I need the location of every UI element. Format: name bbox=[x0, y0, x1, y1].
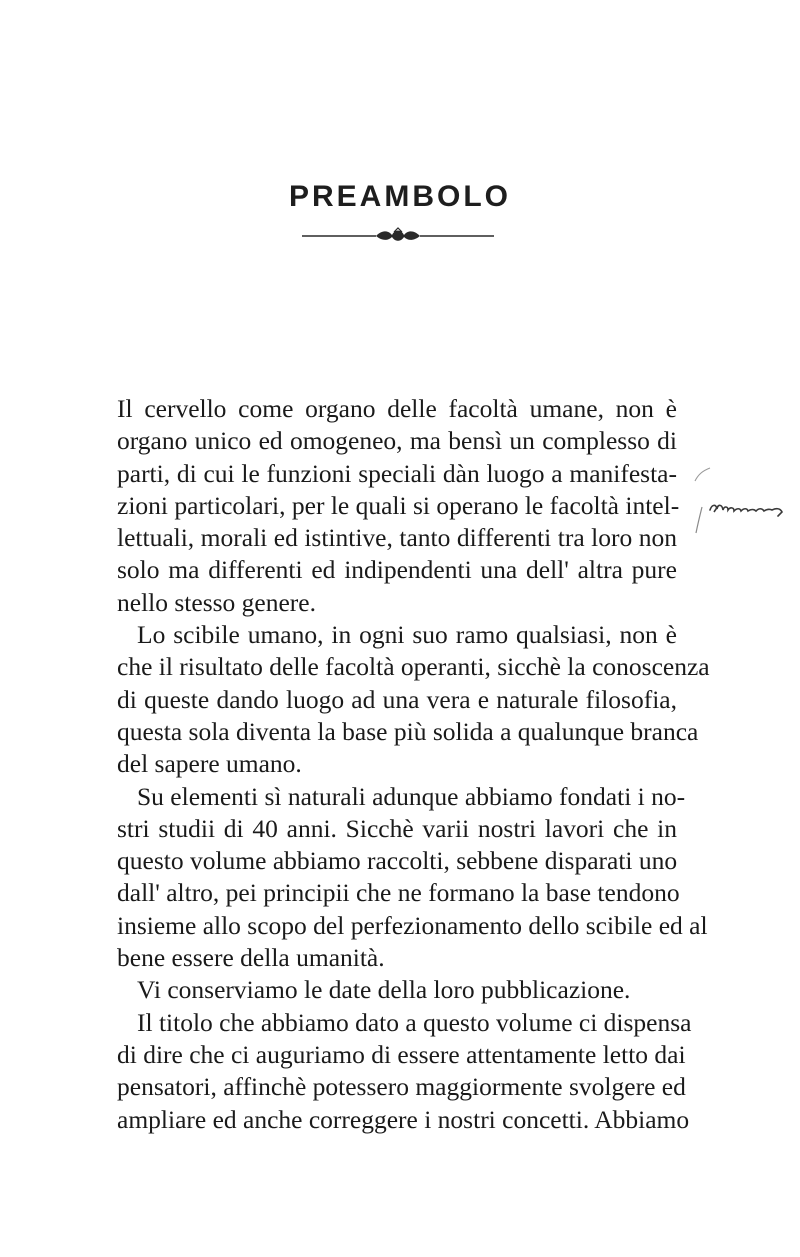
text-line: questo volume abbiamo raccolti, sebbene disparati uno bbox=[117, 846, 678, 876]
text-line: dall' altro, pei principii che ne formano la base tendono bbox=[117, 878, 680, 908]
text-line: di dire che ci auguriamo di essere attentamente letto dai bbox=[117, 1039, 686, 1069]
handwritten-note-icon bbox=[690, 496, 790, 526]
title-ornament-icon bbox=[298, 226, 498, 246]
page-title: PREAMBOLO bbox=[289, 180, 511, 213]
pencil-tick-icon bbox=[692, 465, 714, 485]
text-line: nello stesso genere. bbox=[117, 587, 316, 617]
text-line: ampliare ed anche correggere i nostri concetti. Abbiamo bbox=[117, 1104, 690, 1134]
text-line: pensatori, affinchè potessero maggiormente svolgere ed bbox=[117, 1072, 686, 1102]
text-line: zioni particolari, per le quali si operano le facoltà intel- bbox=[117, 490, 680, 520]
text-line: solo ma differenti ed indipendenti una dell' altra pure bbox=[117, 555, 677, 585]
text-line: insieme allo scopo del perfezionamento dello scibile ed al bbox=[117, 910, 708, 940]
text-line: Il cervello come organo delle facoltà umane, non è bbox=[117, 394, 677, 423]
text-line: parti, di cui le funzioni speciali dàn luogo a manifesta- bbox=[117, 458, 677, 488]
text-line: lettuali, morali ed istintive, tanto differenti tra loro non bbox=[117, 523, 677, 553]
text-line: questa sola diventa la base più solida a qualunque branca bbox=[117, 716, 699, 746]
text-line: Il titolo che abbiamo dato a questo volume ci dispensa bbox=[137, 1007, 692, 1037]
text-line: bene essere della umanità. bbox=[117, 943, 385, 973]
text-line: Vi conserviamo le date della loro pubblicazione. bbox=[137, 975, 631, 1005]
body-text bbox=[117, 393, 710, 1136]
text-line: del sapere umano. bbox=[117, 749, 302, 779]
text-line: organo unico ed omogeneo, ma bensì un complesso di bbox=[117, 426, 677, 456]
text-line: stri studii di 40 anni. Sicchè varii nostri lavori che in bbox=[117, 813, 677, 843]
text-line: Lo scibile umano, in ogni suo ramo qualsiasi, non è bbox=[137, 620, 677, 650]
text-line: Su elementi sì naturali adunque abbiamo fondati i no- bbox=[137, 781, 686, 811]
text-line: di queste dando luogo ad una vera e naturale filosofia, bbox=[117, 684, 677, 714]
text-line: che il risultato delle facoltà operanti, sicchè la conoscenza bbox=[117, 652, 710, 682]
